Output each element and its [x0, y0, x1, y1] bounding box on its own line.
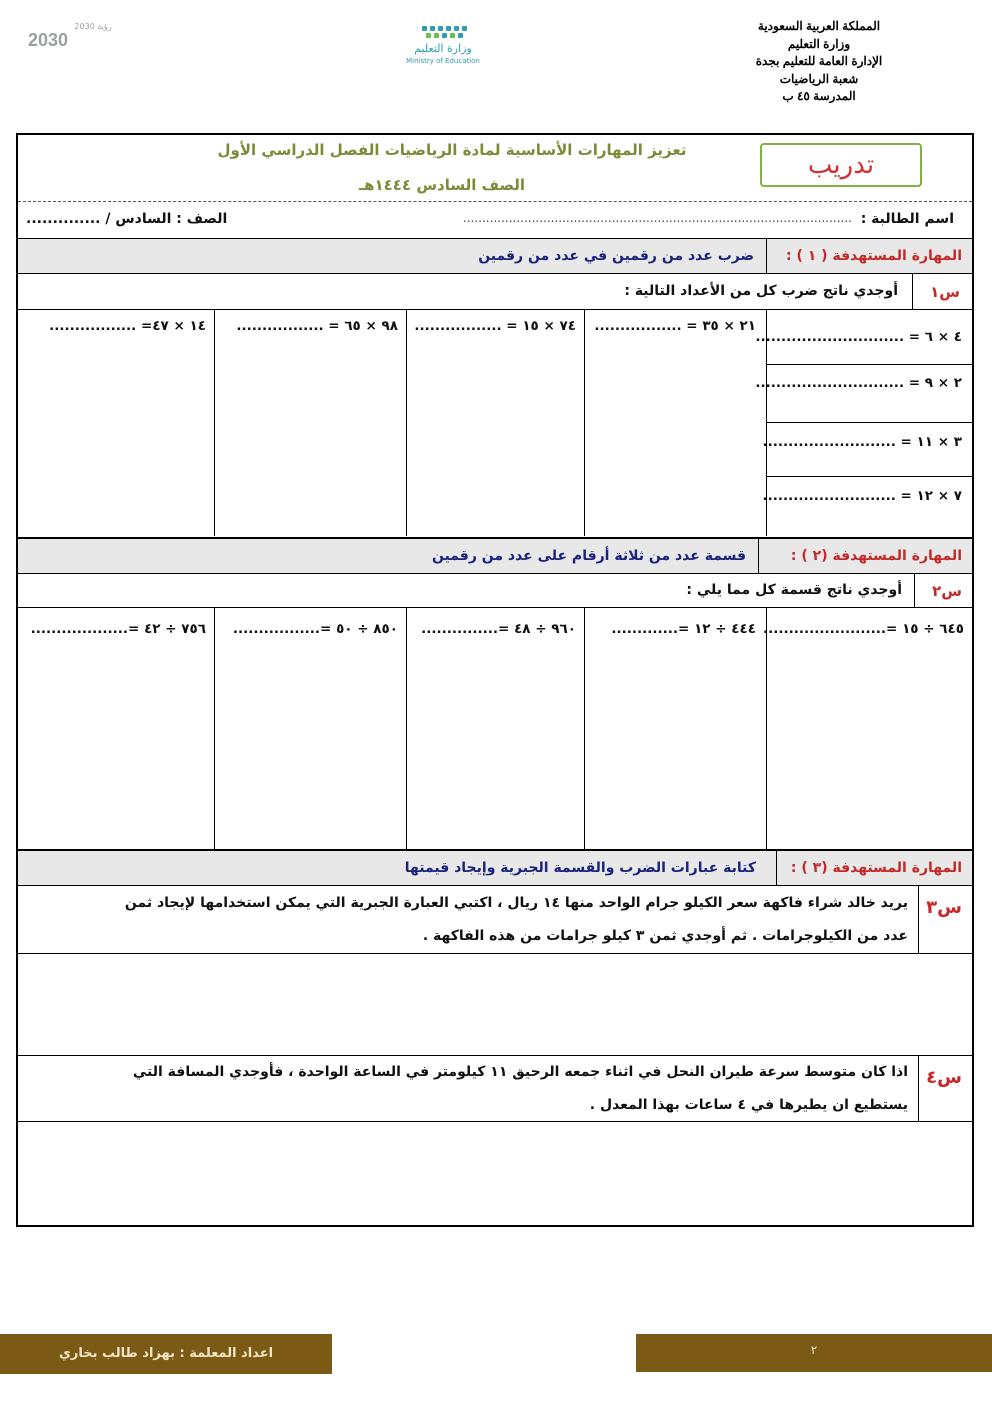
- ministry-logo-english: Ministry of Education: [406, 57, 480, 65]
- mult-side-problem-4[interactable]: ٧ × ١٢ = ..........................: [762, 488, 962, 504]
- header-line-directorate: الإدارة العامة للتعليم بجدة: [755, 54, 883, 68]
- mult-side-problem-1[interactable]: ٤ × ٦ = .............................: [755, 329, 962, 345]
- q2-number: س٢: [932, 582, 962, 600]
- student-class-field[interactable]: الصف : السادس / ..............: [26, 211, 228, 227]
- skill2-text: قسمة عدد من ثلاثة أرقام على عدد من رقمين: [431, 548, 746, 564]
- ministry-logo-text: وزارة التعليم: [414, 42, 472, 55]
- q2-text: أوجدي ناتج قسمة كل مما يلي :: [686, 582, 902, 598]
- skill3-label: المهارة المستهدفة (٣ ) :: [790, 860, 962, 876]
- svg-text:2030: 2030: [28, 30, 69, 50]
- training-badge: تدريب: [760, 143, 922, 187]
- q4-line-2: يستطيع ان يطيرها في ٤ ساعات بهذا المعدل .: [589, 1097, 908, 1113]
- q1-text: أوجدي ناتج ضرب كل من الأعداد التالية :: [624, 283, 898, 299]
- header-line-school: المدرسة ٤٥ ب: [782, 89, 856, 103]
- mult-side-problem-2[interactable]: ٢ × ٩ = .............................: [755, 375, 962, 391]
- skill2-label: المهارة المستهدفة (٢ ) :: [790, 548, 962, 564]
- skill1-text: ضرب عدد من رقمين في عدد من رقمين: [478, 248, 754, 264]
- q3-answer-area[interactable]: [18, 954, 972, 1054]
- q3-line-1: يريد خالد شراء فاكهة سعر الكيلو جرام الواحد منها ١٤ ريال ، اكتبي العبارة الجبرية التي يمكن استخدامها لإيجاد ثمن: [124, 895, 908, 911]
- mult-side-problem-3[interactable]: ٣ × ١١ = ..........................: [762, 434, 962, 450]
- student-name-field[interactable]: ......................................................................................................: [462, 211, 852, 225]
- q3-number: س٣: [926, 897, 962, 918]
- div-problem-2[interactable]: ٤٤٤ ÷ ١٢ =.............: [611, 621, 756, 637]
- q4-line-1: اذا كان متوسط سرعة طيران النحل في اثناء جمعه الرحيق ١١ كيلومتر في الساعة الواحدة ، فأوجدي المسافة التي: [132, 1064, 908, 1080]
- mult-problem-3[interactable]: ٩٨ × ٦٥ = .................: [236, 318, 398, 334]
- div-problem-1[interactable]: ٦٤٥ ÷ ١٥ =........................: [762, 621, 964, 637]
- header-line-country: المملكة العربية السعودية: [757, 19, 881, 33]
- footer-teacher: اعداد المعلمة : بهزاد طالب بخاري: [0, 1334, 332, 1374]
- skill1-label: المهارة المستهدفة ( ١ ) :: [786, 248, 962, 264]
- student-name-label: اسم الطالبة :: [860, 211, 954, 227]
- div-problem-3[interactable]: ٩٦٠ ÷ ٤٨ =...............: [421, 621, 576, 637]
- worksheet-title: تعزيز المهارات الأساسية لمادة الرياضيات الفصل الدراسي الأول: [217, 141, 687, 159]
- q3-line-2: عدد من الكيلوجرامات . ثم أوجدي ثمن ٣ كيلو جرامات من هذه الفاكهة .: [422, 928, 908, 944]
- title-divider: [18, 201, 972, 202]
- q4-number: س٤: [926, 1067, 962, 1088]
- mult-problem-2[interactable]: ٧٤ × ١٥ = .................: [414, 318, 576, 334]
- mult-problem-4[interactable]: ١٤ × ٤٧= .................: [49, 318, 206, 334]
- div-problem-4[interactable]: ٨٥٠ ÷ ٥٠ =.................: [232, 621, 398, 637]
- div-problem-5[interactable]: ٧٥٦ ÷ ٤٢ =...................: [30, 621, 206, 637]
- worksheet-grade: الصف السادس ١٤٤٤هـ: [358, 176, 526, 194]
- q4-answer-area[interactable]: [18, 1122, 972, 1222]
- footer-page-number: ٢: [636, 1334, 992, 1372]
- mult-problem-1[interactable]: ٢١ × ٣٥ = .................: [594, 318, 756, 334]
- skill3-text: كتابة عبارات الضرب والقسمة الجبرية وإيجاد قيمتها: [404, 860, 756, 876]
- header-block: [724, 18, 914, 106]
- worksheet-frame: [16, 133, 974, 1227]
- vision-logo-text: رؤية 2030: [74, 22, 112, 31]
- header-line-ministry: وزارة التعليم: [787, 36, 851, 51]
- header-line-department: شعبة الرياضيات: [779, 71, 859, 86]
- q1-number: س١: [930, 283, 960, 301]
